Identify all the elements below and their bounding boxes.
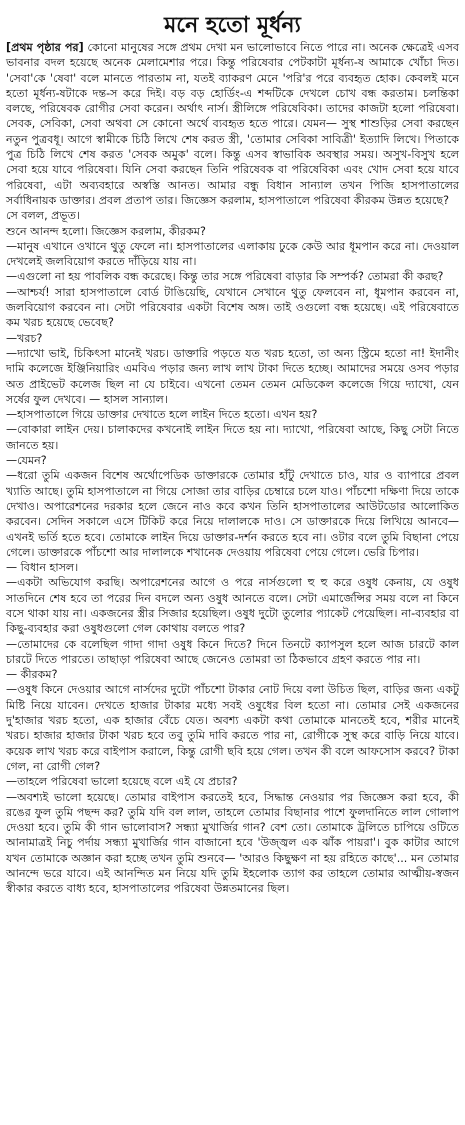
- article-paragraph: —খরচ?: [6, 331, 43, 345]
- article-paragraph: —যেমন?: [6, 454, 47, 468]
- article-paragraph: —বোকারা লাইন দেয়। চালাকদের কখনোই লাইন দিতে হয় না। দ্যাখো, পরিষেবা আছে, কিছু সেটা নিতে জানতে হয়।: [6, 423, 459, 452]
- continued-from-label: [প্রথম পৃষ্ঠার পর]: [6, 41, 84, 54]
- article-paragraph: —আশ্চর্য! সারা হাসপাতালে বোর্ড টাঙিয়েছি, যেখানে সেখানে থুতু ফেলবেন না, ধূমপান করবেন না, জলবিয়োগ করবেন না। সেটা পরিষেবার একটা বিশেষ অঙ্গ। তাই ওগুলো বন্ধ হয়েছে। এই পরিষেবাতে কম খরচ হয়েছে ভেবেছ?: [6, 285, 459, 330]
- article-body: [6, 40, 459, 897]
- article-paragraph: সে বলল, প্রভূত।: [6, 209, 80, 223]
- article-paragraph: — কীরকম?: [6, 668, 58, 682]
- article-headline: মনে হতো মূর্ধন্য: [164, 12, 301, 38]
- article-paragraph: — বিধান হাসল।: [6, 561, 79, 575]
- article-paragraph: —একটা অভিযোগ করছি। অপারেশনের আগে ও পরে নার্সগুলো হু হু করে ওষুধ কেনায়, যে ওষুধ সাতদিনে শেষ হবে তা পরের দিন বদলে অন্য ওষুধ আনতে বলে। সেটা এমার্জেন্সির সময় বলে না কিনে বসে থাকা যায় না। একজনের স্ত্রীর সিজার হয়েছিল। ওষুধ দুটো তুলোর প্যাকেট পেয়েছিল। না-ব্যবহার বা কিছু-ব্যবহার করা ওষুধগুলো গেল কোথায় বলতে পার?: [6, 576, 459, 636]
- article-paragraph: —তাহলে পরিষেবা ভালো হয়েছে বলে এই যে প্রচার?: [6, 775, 238, 789]
- article-paragraph: —অবশ্যই ভালো হয়েছে। তোমার বাইপাস করতেই হবে, সিদ্ধান্ত নেওয়ার পর জিজ্ঞেস করা হবে, কী রঙের ফুল তুমি পছন্দ কর? তুমি যদি বল লাল, তাহলে তোমার বিছানার পাশে ফুলদানিতে লাল গোলাপ দেওয়া হবে। তুমি কী গান ভালোবাস? সন্ধ্যা মুখার্জির গান? বেশ তো। তোমাকে ট্রলিতে চাপিয়ে ওটিতে আনামাত্রই নিচু পর্দায় সন্ধ্যা মুখার্জির গান বাজানো হবে 'উজ্জ্বল এক ঝাঁক পায়রা'। বুক কাটার আগে যখন তোমাকে অজ্ঞান করা হচ্ছে তখন তুমি শুনবে— 'আরও কিছুক্ষণ না হয় রহিতে কাছে'... মন তোমার আনন্দে ভরে যাবে। এই আনন্দিত মন নিয়ে যদি তুমি ইহলোক ত্যাগ কর তাহলে তোমার আত্মীয়-স্বজন স্বীকার করতে বাধ্য হবে, হাসপাতালের পরিষেবা উন্নতমানের ছিল।: [6, 790, 459, 896]
- cropped-footer-text: [0, 1115, 465, 1125]
- article-paragraph: [প্রথম পৃষ্ঠার পর] কোনো মানুষের সঙ্গে প্রথম দেখা মন ভালোভাবে নিতে পারে না। অনেক ক্ষেত্রেই এসব ভাবনার বদল হয়েছে অনেক মেলামেশার পরে। কিন্তু পরিষেবার পেটকাটা মূর্ধন্য-ষ আমাকে খোঁচা দিত। 'সেবা'কে 'ষেবা' বলে মানতে পারতাম না, যতই ব্যাকরণ মেনে 'পরি'র পরে ব্যবহৃত হোক। কেবলই মনে হতো মূর্ধন্য-ষটাকে দন্ত-স করে দিই। বড় বড় হোর্ডিং-এ শব্দটিকে দেখলে চোখ বন্ধ করতাম। চলন্তিকা বলছে, পরিষেবক রোগীর সেবা করেন। অর্থাৎ নার্স। স্ত্রীলিঙ্গে পরিষেবিকা। তাদের কাজটা হলো পরিষেবা। সেবক, সেবিকা, সেবা অথবা সে কোনো অর্থে ব্যবহৃত হতে পারে। যেমন— সুস্থ শাশুড়ির সেবা করছেন নতুন পুত্রবধূ। আগে স্বামীকে চিঠি লিখে শেষ করত স্ত্রী, 'তোমার সেবিকা সাবিত্রী' ইত্যাদি লিখে। পিতাকে পুত্র চিঠি লিখে শেষ করত 'সেবক অমুক' বলে। কিন্তু এসব স্বাভাবিক অবস্থার সময়। অসুখ-বিসুখ হলে সেবা হয়ে যাবে পরিষেবা। যিনি সেবা করছেন তিনি পরিষেবক বা পরিষেবিকা এবং খোদ সেবা হয়ে যাবে পরিষেবা, এটা অব্যবহারে অস্বস্তি আনত। আমার বন্ধু বিধান সান্যাল তখন পিজি হাসপাতালের সর্বাধিনায়ক ডাক্তার। প্রবল প্রতাপ তার। জিজ্ঞেস করলাম, হাসপাতালে পরিষেবা কীরকম উন্নত হয়েছে?: [6, 41, 460, 207]
- article-paragraph: —মানুষ এখানে ওখানে থুতু ফেলে না। হাসপাতালের এলাকায় ঢুকে কেউ আর ধূমপান করে না। দেওয়াল দেখলেই জলবিয়োগ করতে দাঁড়িয়ে যায় না।: [6, 239, 459, 269]
- article-paragraph: শুনে আনন্দ হলো। জিজ্ঞেস করলাম, কীরকম?: [6, 224, 206, 238]
- article-paragraph: —দ্যাখো ভাই, চিকিৎসা মানেই খরচ। ডাক্তারি পড়তে যত খরচ হতো, তা অন্য স্ট্রিমে হতো না! ইদানীং দামি কলেজে ইঞ্জিনিয়ারিং এমবিএ পড়ার জন্য লাখ লাখ টাকা দিতে হচ্ছে। আমাদের সময়ে ওসব পড়ার অত প্রাইভেট কলেজ ছিল না যে চাইবে। এখনো তেমন তেমন মেডিকেল কলেজে গিয়ে দ্যাখো, যেন সর্ষের ফুল দেখবে। — হাসল সান্যাল।: [6, 346, 459, 406]
- cropped-previous-column-text: [6, 0, 459, 10]
- article-paragraph: —তোমাদের কে বলেছিল গাদা গাদা ওষুধ কিনে দিতে? দিনে তিনটে ক্যাপসুল হলে আজ চারটে কাল চারটে দিতে পারতে। তাছাড়া পরিষেবা আছে জেনেও তোমরা তা ঠিকভাবে গ্রহণ করতে পার না।: [6, 637, 459, 666]
- article-paragraph: —হাসপাতালে গিয়ে ডাক্তার দেখাতে হলে লাইন দিতে হতো। এখন হয়?: [6, 408, 318, 422]
- article-paragraph: —এগুলো না হয় পাবলিক বন্ধ করেছে। কিন্তু তার সঙ্গে পরিষেবা বাড়ার কি সম্পর্ক? তোমরা কী করছ?: [6, 270, 444, 284]
- article-paragraph: —ধরো তুমি একজন বিশেষ অর্থোপেডিক ডাক্তারকে তোমার হাঁটু দেখাতে চাও, যার ও ব্যাপারে প্রবল খ্যাতি আছে। তুমি হাসপাতালে না গিয়ে সোজা তার বাড়ির চেম্বারে চলে যাও। পাঁচশো দক্ষিণা দিয়ে তাকে দেখাও। অপারেশনের দরকার হলে জেনে নাও কবে কখন তিনি হাসপাতালের আউটডোর আলোকিত করবেন। সেদিন সকালে এসে টিকিট করে নিয়ে দালালকে দাও। সে ডাক্তারকে দিয়ে লিখিয়ে আনবে— এখনই ভর্তি হতে হবে। তোমাকে লাইন দিয়ে ডাক্তার-দর্শন করতে হবে না। ওটার বলে তুমি বিছানা পেয়ে গেলে। ডাক্তারকে পাঁচশো আর দালালকে শখানেক দেওয়ায় পরিষেবা পেয়ে গেলে। ভেরি চিপার।: [6, 469, 459, 559]
- article-paragraph: —ওষুধ কিনে দেওয়ার আগে নার্সদের দুটো পাঁচশো টাকার নোট দিয়ে বলা উচিত ছিল, বাড়ির জন্য একটু মিষ্টি নিয়ে যাবেন। দেখতে হাজার টাকার মধ্যে সবই ওষুধের বিল হতো না। তোমার সেই একজনের দু'হাজার খরচ হতো, এক হাজার বেঁচে যেত। অবশ্য একটা কথা তোমাকে মানতেই হবে, শরীর মানেই খরচ। হাজার হাজার টাকা খরচ হবে তবু তুমি দাবি করতে পার না, রোগীকে সুস্থ করে বাড়ি নিয়ে যাবে। কয়েক লাখ খরচ করে বাইপাস করালে, কিন্তু রোগী ছবি হয়ে গেল। তখন কী বলে আফসোস করবে? টাকা গেল, না রোগী গেল?: [6, 683, 459, 773]
